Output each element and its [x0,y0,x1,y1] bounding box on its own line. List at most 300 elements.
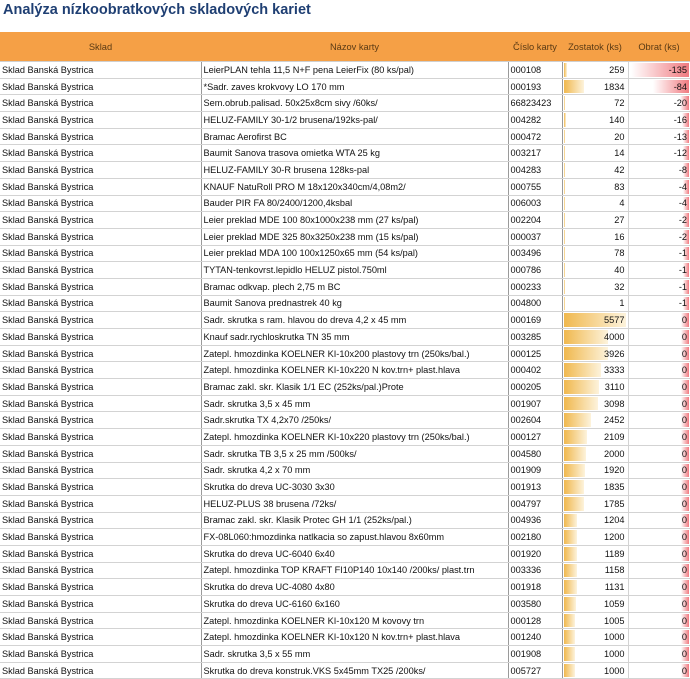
zostatok-databar [564,380,599,394]
cell-obrat [628,162,690,179]
table-row[interactable] [0,562,690,579]
zostatok-value: 42 [614,164,625,175]
zostatok-databar [564,363,601,377]
cell-obrat [628,612,690,629]
obrat-value: 0 [681,315,687,326]
zostatok-value: 259 [609,64,625,75]
cell-cislo-karty: 003217 [508,145,562,162]
zostatok-value: 1059 [604,598,625,609]
obrat-value: -20 [673,98,687,109]
cell-zostatok [562,379,628,396]
cell-nazov-karty: Bramac Aerofirst BC [201,128,508,145]
cell-cislo-karty: 66823423 [508,95,562,112]
cell-sklad: Sklad Banská Bystrica [0,662,201,679]
cell-cislo-karty: 002604 [508,412,562,429]
obrat-value: -13 [673,131,687,142]
obrat-value: -12 [673,148,687,159]
zostatok-value: 2000 [604,448,625,459]
cell-cislo-karty: 004797 [508,495,562,512]
cell-zostatok [562,479,628,496]
cell-cislo-karty: 004800 [508,295,562,312]
obrat-value: -2 [678,231,687,242]
cell-obrat [628,95,690,112]
table-row[interactable] [0,662,690,679]
cell-cislo-karty: 000755 [508,178,562,195]
cell-cislo-karty: 000193 [508,78,562,95]
zostatok-databar [564,430,587,444]
table-row[interactable] [0,162,690,179]
cell-zostatok [562,212,628,229]
cell-cislo-karty: 000037 [508,228,562,245]
zostatok-value: 1204 [604,515,625,526]
obrat-value: 0 [681,532,687,543]
table-row[interactable] [0,445,690,462]
table-row[interactable] [0,128,690,145]
cell-nazov-karty: Bramac zakl. skr. Klasik 1/1 EC (252ks/pal.)Prote [201,379,508,396]
cell-sklad: Sklad Banská Bystrica [0,345,201,362]
cell-zostatok [562,395,628,412]
obrat-value: 0 [681,615,687,626]
cell-nazov-karty: LeierPLAN tehla 11,5 N+F pena LeierFix (80 ks/pal) [201,62,508,79]
table-row[interactable] [0,646,690,663]
cell-cislo-karty: 006003 [508,195,562,212]
table-row[interactable] [0,245,690,262]
cell-obrat [628,479,690,496]
cell-nazov-karty: Sadr. skrutka 3,5 x 55 mm [201,646,508,663]
zostatok-databar [564,146,565,160]
obrat-value: -1 [678,265,687,276]
zostatok-value: 27 [614,215,625,226]
zostatok-value: 1000 [604,665,625,676]
zostatok-databar [564,397,598,411]
cell-zostatok [562,329,628,346]
obrat-value: 0 [681,331,687,342]
cell-sklad: Sklad Banská Bystrica [0,479,201,496]
cell-obrat [628,562,690,579]
zostatok-databar [564,180,565,194]
obrat-value: 0 [681,448,687,459]
cell-zostatok [562,312,628,329]
zostatok-databar [564,464,585,478]
obrat-value: 0 [681,515,687,526]
table-row[interactable] [0,612,690,629]
obrat-value: 0 [681,348,687,359]
cell-obrat [628,312,690,329]
table-row[interactable] [0,345,690,362]
zostatok-databar [564,647,575,661]
table-row[interactable] [0,62,690,79]
cell-sklad: Sklad Banská Bystrica [0,78,201,95]
zostatok-value: 14 [614,148,625,159]
table-row[interactable] [0,395,690,412]
table-row[interactable] [0,479,690,496]
cell-zostatok [562,662,628,679]
table-row[interactable] [0,95,690,112]
cell-cislo-karty: 000205 [508,379,562,396]
cell-sklad: Sklad Banská Bystrica [0,646,201,663]
cell-obrat [628,445,690,462]
obrat-value: 0 [681,665,687,676]
cell-obrat [628,295,690,312]
cell-zostatok [562,262,628,279]
table-row[interactable] [0,379,690,396]
obrat-value: 0 [681,598,687,609]
zostatok-value: 3098 [604,398,625,409]
obrat-value: -1 [678,248,687,259]
cell-nazov-karty: Sem.obrub.palisad. 50x25x8cm sivy /60ks/ [201,95,508,112]
cell-obrat [628,495,690,512]
obrat-value: 0 [681,381,687,392]
cell-sklad: Sklad Banská Bystrica [0,262,201,279]
cell-zostatok [562,629,628,646]
obrat-value: -2 [678,215,687,226]
cell-cislo-karty: 003336 [508,562,562,579]
cell-obrat [628,345,690,362]
cell-nazov-karty: TYTAN-tenkovrst.lepidlo HELUZ pistol.750ml [201,262,508,279]
zostatok-databar [564,163,565,177]
zostatok-databar [564,247,565,261]
cell-obrat [628,245,690,262]
table-row[interactable] [0,195,690,212]
zostatok-value: 40 [614,265,625,276]
cell-cislo-karty: 001908 [508,646,562,663]
obrat-value: 0 [681,431,687,442]
table-row[interactable] [0,278,690,295]
cell-nazov-karty: Sadr. skrutka s ram. hlavou do dreva 4,2 x 45 mm [201,312,508,329]
cell-cislo-karty: 000108 [508,62,562,79]
zostatok-databar [564,80,584,94]
cell-nazov-karty: Skrutka do dreva UC-3030 3x30 [201,479,508,496]
cell-cislo-karty: 000125 [508,345,562,362]
cell-zostatok [562,612,628,629]
cell-sklad: Sklad Banská Bystrica [0,112,201,129]
table-row[interactable] [0,212,690,229]
zostatok-databar [564,113,566,127]
cell-obrat [628,262,690,279]
table-row[interactable] [0,228,690,245]
cell-obrat [628,212,690,229]
cell-nazov-karty: Bramac odkvap. plech 2,75 m BC [201,278,508,295]
obrat-value: -8 [678,164,687,175]
cell-nazov-karty: Zatepl. hmozdinka KOELNER KI-10x120 N kov.trn+ plast.hlava [201,629,508,646]
cell-obrat [628,62,690,79]
cell-cislo-karty: 004282 [508,112,562,129]
cell-sklad: Sklad Banská Bystrica [0,312,201,329]
table-row[interactable] [0,412,690,429]
inventory-table [0,32,690,679]
cell-obrat [628,145,690,162]
header-cislo-karty[interactable]: Číslo karty [508,32,562,62]
cell-obrat [628,228,690,245]
zostatok-databar [564,263,565,277]
zostatok-databar [564,213,565,227]
cell-nazov-karty: Zatepl. hmozdinka TOP KRAFT FI10P140 10x140 /200ks/ plast.trn [201,562,508,579]
cell-cislo-karty: 003285 [508,329,562,346]
cell-sklad: Sklad Banská Bystrica [0,545,201,562]
cell-nazov-karty: HELUZ-FAMILY 30-R brusena 128ks-pal [201,162,508,179]
cell-obrat [628,412,690,429]
cell-obrat [628,395,690,412]
zostatok-value: 4000 [604,331,625,342]
zostatok-databar [564,130,565,144]
zostatok-databar [564,614,575,628]
zostatok-value: 5577 [604,315,625,326]
zostatok-databar [564,230,565,244]
table-row[interactable] [0,145,690,162]
zostatok-value: 16 [614,231,625,242]
cell-sklad: Sklad Banská Bystrica [0,295,201,312]
zostatok-value: 78 [614,248,625,259]
cell-obrat [628,662,690,679]
cell-obrat [628,178,690,195]
table-row[interactable] [0,262,690,279]
obrat-value: 0 [681,648,687,659]
cell-cislo-karty: 002204 [508,212,562,229]
cell-zostatok [562,78,628,95]
zostatok-value: 1000 [604,632,625,643]
zostatok-databar [564,530,577,544]
cell-cislo-karty: 001920 [508,545,562,562]
table-row[interactable] [0,512,690,529]
cell-nazov-karty: Leier preklad MDA 100 100x1250x65 mm (54 ks/pal) [201,245,508,262]
table-row[interactable] [0,596,690,613]
report-title: Analýza nízkoobratkových skladových kariet [3,2,311,18]
cell-nazov-karty: Sadr. skrutka 4,2 x 70 mm [201,462,508,479]
cell-obrat [628,112,690,129]
zostatok-value: 1158 [604,565,625,576]
cell-zostatok [562,512,628,529]
zostatok-databar [564,347,608,361]
zostatok-databar [564,630,575,644]
obrat-value: -4 [678,181,687,192]
cell-obrat [628,278,690,295]
table-row[interactable] [0,112,690,129]
table-row[interactable] [0,329,690,346]
cell-nazov-karty: KNAUF NatuRoll PRO M 18x120x340cm/4,08m2/ [201,178,508,195]
table-row[interactable] [0,178,690,195]
zostatok-databar [564,597,576,611]
cell-zostatok [562,145,628,162]
zostatok-databar [564,664,575,678]
zostatok-value: 1000 [604,648,625,659]
cell-cislo-karty: 004580 [508,445,562,462]
cell-sklad: Sklad Banská Bystrica [0,562,201,579]
zostatok-value: 1189 [604,548,625,559]
cell-sklad: Sklad Banská Bystrica [0,579,201,596]
cell-nazov-karty: Skrutka do dreva UC-6160 6x160 [201,596,508,613]
cell-sklad: Sklad Banská Bystrica [0,128,201,145]
zostatok-value: 1 [619,298,625,309]
cell-cislo-karty: 000127 [508,429,562,446]
cell-obrat [628,579,690,596]
cell-obrat [628,529,690,546]
table-row[interactable] [0,579,690,596]
zostatok-databar [564,330,608,344]
cell-obrat [628,512,690,529]
cell-obrat [628,78,690,95]
zostatok-value: 2109 [604,431,625,442]
obrat-value: 0 [681,415,687,426]
cell-zostatok [562,128,628,145]
obrat-value: -135 [668,64,687,75]
cell-zostatok [562,462,628,479]
obrat-value: -1 [678,298,687,309]
cell-obrat [628,379,690,396]
zostatok-databar [564,580,577,594]
header-row [0,32,690,62]
cell-nazov-karty: Baumit Sanova prednastrek 40 kg [201,295,508,312]
cell-zostatok [562,162,628,179]
cell-nazov-karty: Skrutka do dreva UC-6040 6x40 [201,545,508,562]
cell-nazov-karty: Sadr. skrutka TB 3,5 x 25 mm /500ks/ [201,445,508,462]
cell-obrat [628,429,690,446]
cell-sklad: Sklad Banská Bystrica [0,529,201,546]
obrat-value: 0 [681,465,687,476]
obrat-value: -1 [678,281,687,292]
cell-sklad: Sklad Banská Bystrica [0,512,201,529]
obrat-value: 0 [681,365,687,376]
cell-zostatok [562,646,628,663]
cell-sklad: Sklad Banská Bystrica [0,62,201,79]
zostatok-databar [564,564,577,578]
cell-zostatok [562,495,628,512]
cell-sklad: Sklad Banská Bystrica [0,329,201,346]
cell-cislo-karty: 000169 [508,312,562,329]
cell-obrat [628,545,690,562]
obrat-value: 0 [681,398,687,409]
cell-sklad: Sklad Banská Bystrica [0,495,201,512]
cell-zostatok [562,95,628,112]
obrat-value: -16 [673,114,687,125]
cell-nazov-karty: Baumit Sanova trasova omietka WTA 25 kg [201,145,508,162]
cell-cislo-karty: 004936 [508,512,562,529]
cell-zostatok [562,596,628,613]
cell-zostatok [562,345,628,362]
zostatok-databar [564,447,586,461]
cell-zostatok [562,62,628,79]
zostatok-databar [564,413,591,427]
zostatok-databar [564,547,577,561]
obrat-value: 0 [681,565,687,576]
cell-zostatok [562,429,628,446]
cell-cislo-karty: 005727 [508,662,562,679]
obrat-value: -4 [678,198,687,209]
cell-sklad: Sklad Banská Bystrica [0,462,201,479]
cell-zostatok [562,245,628,262]
cell-nazov-karty: HELUZ-FAMILY 30-1/2 brusena/192ks-pal/ [201,112,508,129]
cell-cislo-karty: 001913 [508,479,562,496]
cell-nazov-karty: *Sadr. zaves krokvovy LO 170 mm [201,78,508,95]
cell-sklad: Sklad Banská Bystrica [0,379,201,396]
obrat-value: 0 [681,632,687,643]
cell-zostatok [562,112,628,129]
cell-sklad: Sklad Banská Bystrica [0,145,201,162]
cell-obrat [628,629,690,646]
cell-zostatok [562,529,628,546]
cell-nazov-karty: HELUZ-PLUS 38 brusena /72ks/ [201,495,508,512]
table-row[interactable] [0,295,690,312]
zostatok-value: 140 [609,114,625,125]
cell-nazov-karty: Bramac zakl. skr. Klasik Protec GH 1/1 (252ks/pal.) [201,512,508,529]
cell-sklad: Sklad Banská Bystrica [0,195,201,212]
header-nazov-karty[interactable]: Názov karty [201,32,508,62]
cell-sklad: Sklad Banská Bystrica [0,629,201,646]
cell-zostatok [562,178,628,195]
cell-obrat [628,128,690,145]
cell-nazov-karty: Skrutka do dreva konstruk.VKS 5x45mm TX25 /200ks/ [201,662,508,679]
cell-sklad: Sklad Banská Bystrica [0,362,201,379]
zostatok-value: 1785 [604,498,625,509]
obrat-value: -84 [673,81,687,92]
zostatok-databar [564,514,577,528]
cell-zostatok [562,228,628,245]
zostatok-value: 4 [619,198,625,209]
header-sklad[interactable]: Sklad [0,32,201,62]
cell-cislo-karty: 000233 [508,278,562,295]
header-obrat[interactable]: Obrat (ks) [628,32,690,62]
zostatok-value: 3333 [604,365,625,376]
cell-cislo-karty: 000402 [508,362,562,379]
cell-nazov-karty: Zatepl. hmozdinka KOELNER KI-10x200 plastovy trn (250ks/bal.) [201,345,508,362]
obrat-value: 0 [681,482,687,493]
table-row[interactable] [0,78,690,95]
zostatok-value: 1200 [604,532,625,543]
cell-zostatok [562,295,628,312]
cell-obrat [628,195,690,212]
cell-cislo-karty: 002180 [508,529,562,546]
zostatok-value: 72 [614,98,625,109]
cell-nazov-karty: FX-08L060:hmozdinka natlkacia so zapust.hlavou 8x60mm [201,529,508,546]
zostatok-value: 83 [614,181,625,192]
table-row[interactable] [0,529,690,546]
zostatok-value: 20 [614,131,625,142]
cell-cislo-karty: 003496 [508,245,562,262]
cell-sklad: Sklad Banská Bystrica [0,245,201,262]
cell-sklad: Sklad Banská Bystrica [0,178,201,195]
cell-nazov-karty: Leier preklad MDE 100 80x1000x238 mm (27 ks/pal) [201,212,508,229]
cell-nazov-karty: Sadr. skrutka 3,5 x 45 mm [201,395,508,412]
cell-sklad: Sklad Banská Bystrica [0,596,201,613]
cell-zostatok [562,195,628,212]
cell-cislo-karty: 001909 [508,462,562,479]
cell-sklad: Sklad Banská Bystrica [0,228,201,245]
table-row[interactable] [0,362,690,379]
zostatok-databar [564,280,565,294]
table-row[interactable] [0,545,690,562]
table-row[interactable] [0,495,690,512]
cell-zostatok [562,362,628,379]
table-row[interactable] [0,429,690,446]
cell-nazov-karty: Zatepl. hmozdinka KOELNER KI-10x120 M kovovy trn [201,612,508,629]
zostatok-value: 1834 [604,81,625,92]
cell-obrat [628,462,690,479]
table-row[interactable] [0,462,690,479]
table-row[interactable] [0,312,690,329]
cell-sklad: Sklad Banská Bystrica [0,212,201,229]
obrat-value: 0 [681,548,687,559]
zostatok-databar [564,297,565,311]
zostatok-databar [564,497,584,511]
cell-obrat [628,329,690,346]
table-row[interactable] [0,629,690,646]
cell-cislo-karty: 004283 [508,162,562,179]
zostatok-value: 3926 [604,348,625,359]
cell-nazov-karty: Bauder PIR FA 80/2400/1200,4ksbal [201,195,508,212]
zostatok-databar [564,197,565,211]
header-zostatok[interactable]: Zostatok (ks) [562,32,628,62]
cell-obrat [628,596,690,613]
cell-zostatok [562,562,628,579]
